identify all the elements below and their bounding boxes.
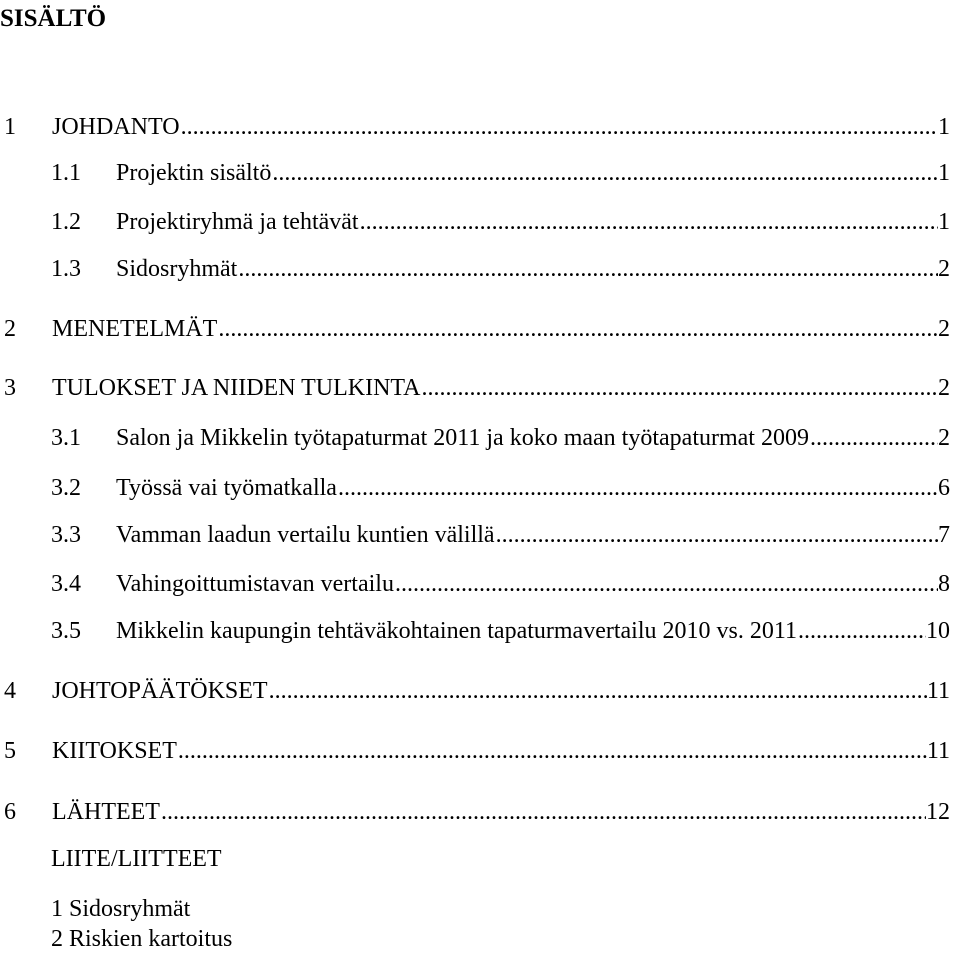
toc-entry-number: 6: [4, 799, 16, 825]
toc-entry-number: 1.1: [51, 160, 81, 186]
toc-entry-title: JOHDANTO: [52, 114, 180, 140]
toc-entry[interactable]: [4, 677, 950, 705]
toc-entry-title: Salon ja Mikkelin työtapaturmat 2011 ja koko maan työtapaturmat 2009: [116, 425, 809, 451]
toc-dot-leader: [337, 474, 938, 502]
toc-entry-page: 2: [938, 316, 950, 342]
toc-dot-leader: [177, 737, 927, 765]
toc-entry[interactable]: [4, 737, 950, 765]
toc-entry-page: 2: [938, 256, 950, 282]
toc-entry-title: Vahingoittumistavan vertailu: [116, 571, 394, 597]
toc-entry[interactable]: [51, 570, 950, 598]
toc-entry-number: 3: [4, 375, 16, 401]
toc-dot-leader: [809, 424, 938, 452]
toc-entry[interactable]: [51, 255, 950, 283]
toc-dot-leader: [359, 208, 938, 236]
toc-dot-leader: [217, 315, 938, 343]
toc-entry-page: 6: [938, 475, 950, 501]
appendix-item: 2 Riskien kartoitus: [51, 926, 233, 952]
toc-entry[interactable]: [51, 617, 950, 645]
toc-entry-page: 10: [926, 618, 950, 644]
toc-entry-title: Projektiryhmä ja tehtävät: [116, 209, 359, 235]
toc-entry-title: JOHTOPÄÄTÖKSET: [52, 678, 268, 704]
toc-entry[interactable]: [51, 208, 950, 236]
toc-entry-number: 1.3: [51, 256, 81, 282]
toc-entry-title: MENETELMÄT: [52, 316, 218, 342]
toc-dot-leader: [495, 521, 938, 549]
toc-entry-page: 8: [938, 571, 950, 597]
toc-dot-leader: [160, 798, 926, 826]
toc-dot-leader: [394, 570, 938, 598]
toc-entry-title: Mikkelin kaupungin tehtäväkohtainen tapaturmavertailu 2010 vs. 2011: [116, 618, 797, 644]
toc-entry[interactable]: [51, 424, 950, 452]
toc-entry-title: Vamman laadun vertailu kuntien välillä: [116, 522, 495, 548]
toc-entry-page: 2: [938, 375, 950, 401]
toc-dot-leader: [797, 617, 926, 645]
toc-title: SISÄLTÖ: [0, 5, 107, 32]
toc-entry-number: 3.3: [51, 522, 81, 548]
toc-dot-leader: [268, 677, 927, 705]
toc-entry[interactable]: [4, 113, 950, 141]
toc-entry-number: 2: [4, 316, 16, 342]
toc-entry-number: 5: [4, 738, 16, 764]
toc-entry-page: 12: [926, 799, 950, 825]
toc-entry[interactable]: [4, 374, 950, 402]
toc-entry-title: TULOKSET JA NIIDEN TULKINTA: [52, 375, 421, 401]
toc-entry[interactable]: [4, 798, 950, 826]
toc-entry[interactable]: [51, 159, 950, 187]
toc-entry-page: 2: [938, 425, 950, 451]
toc-entry-number: 3.2: [51, 475, 81, 501]
toc-dot-leader: [180, 113, 938, 141]
toc-entry-page: 11: [926, 678, 950, 704]
toc-entry-page: 1: [938, 209, 950, 235]
toc-entry-number: 1: [4, 114, 16, 140]
toc-dot-leader: [420, 374, 938, 402]
toc-dot-leader: [271, 159, 938, 187]
toc-entry-number: 3.1: [51, 425, 81, 451]
toc-entry-title: Sidosryhmät: [116, 256, 238, 282]
toc-entry[interactable]: [51, 474, 950, 502]
toc-entry-number: 3.5: [51, 618, 81, 644]
toc-entry-title: Projektin sisältö: [116, 160, 272, 186]
toc-entry-page: 1: [938, 114, 950, 140]
toc-entry-number: 3.4: [51, 571, 81, 597]
toc-entry[interactable]: [51, 521, 950, 549]
toc-entry-page: 11: [926, 738, 950, 764]
toc-entry-title: LÄHTEET: [52, 799, 160, 825]
toc-entry[interactable]: [4, 315, 950, 343]
toc-entry-number: 4: [4, 678, 16, 704]
appendix-item: 1 Sidosryhmät: [51, 896, 191, 922]
toc-entry-title: Työssä vai työmatkalla: [116, 475, 337, 501]
toc-entry-number: 1.2: [51, 209, 81, 235]
toc-entry-page: 1: [938, 160, 950, 186]
appendices-heading: LIITE/LIITTEET: [51, 846, 222, 872]
toc-dot-leader: [237, 255, 938, 283]
toc-entry-page: 7: [938, 522, 950, 548]
toc-entry-title: KIITOKSET: [52, 738, 177, 764]
